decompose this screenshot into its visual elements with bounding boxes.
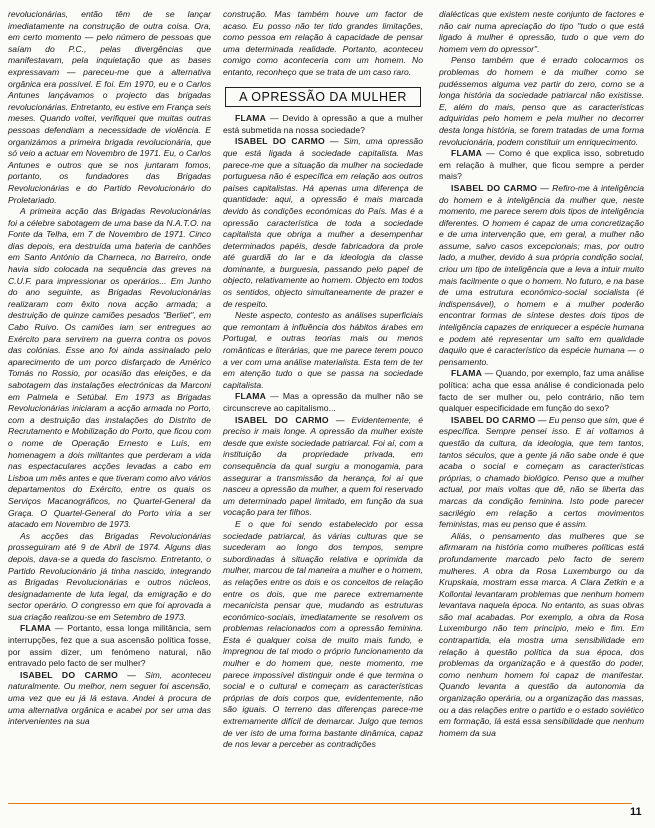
speaker-label: ISABEL DO CARMO	[451, 414, 536, 425]
text-run: — Portanto, essa longa militância, sem interrupções, fez que a sua ascensão política fosse, por assim dizer, um fenómeno natural, não entravado pelo facto de ser mulher?	[8, 623, 211, 669]
paragraph	[439, 9, 644, 55]
paragraph	[439, 368, 644, 414]
speaker-label: ISABEL DO CARMO	[235, 136, 325, 147]
speaker-label: FLAMA	[20, 623, 52, 634]
speaker-label: FLAMA	[451, 148, 483, 159]
text-run: — Refiro-me à inteligência do homem e à inteligência da mulher que, neste momento, me parece serem dois tipos de inteligência diferentes. O homem é capaz de uma concretização e de uma intervenção que, em geral, a mulher não assume, salvo casos excepcionais; mas, por outro lado, a mulher, devido à sua própria condição social, criou um tipo de inteligência que a leva a intuir muito mais facilmente o que o homem. No futuro, e na base de uma estrutura económico-social socialista (é indispensável), o homem e a mulher poderão encontrar formas de síntese destes dois tipos de inteligência capazes de enriquecer a espécie humana e podem até representar um salto em qualidade daquilo que é característico da espécie humana — o pensamento.	[439, 182, 644, 367]
paragraph	[439, 55, 644, 148]
paragraph	[439, 148, 644, 183]
text-run: revolucionárias, então têm de se lançar imediatamente na construção de outra coisa. Ora, em certo momento — pelo número de pessoas que saíam do P.C., pelas divergências que manifestavam, pela inquietação que as bases expressavam — pareceu-me que a alternativa orgânica era possível. E foi. Em 1970, eu e o Carlos Antunes lançávamos o projecto das brigadas revolucionárias. Entretanto, eu estive em França seis meses. Quando voltei, verifiquei que muitas outras pessoas defendiam a necessidade de violência. E organizámos a primeira brigada revolucionária, que só veio a actuar em Novembro de 1971. Eu, o Carlos Antunes e outros que se nos juntaram fomos, portanto, os fundadores das Brigadas Revolucionárias e do Partido Revolucionário do Proletariado.	[8, 9, 211, 205]
text-run: Aliás, o pensamento das mulheres que se afirmaram na história como mulheres políticas está profundamente marcado pelo facto de serem mulheres. A obra da Rosa Luxemburgo ou da Krupskaia, mostram essa marca. A Clara Zetkin e a Kollontai levantaram problemas que nenhum homem levantava naquela época. No entanto, as suas obras são mal acabadas. Por exemplo, a obra da Rosa Luxemburgo não tem princípio, meio e fim. Em contrapartida, ela mostra uma sensibilidade em relação à questão política da sua época, dos problemas da organização e à questão do poder, como nenhum homem foi capaz de manifestar. Quando levanta a questão da autonomia da organização operária, ou a organização das massas, ou a das relações entre o partido e o estado soviético em formação, lá está essa sensibilidade que nenhum homem da sua	[439, 530, 644, 738]
text-run: As acções das Brigadas Revolucionárias prosseguiram até 9 de Abril de 1974. Alguns dias depois, dava-se a queda do fascismo. Entretanto, o Partido Revolucionário já tinha nascido, integrando as Brigadas Revolucionárias e outros núcleos, designadamente de luta legal, da emigração e do sector operário. O congresso em que foi aprovada a sua criação realizou-se em Setembro de 1973.	[8, 530, 211, 622]
text-run: E o que foi sendo estabelecido por essa sociedade patriarcal, às várias culturas que se sucederam ao longo dos tempos, sempre subordinadas à situação relativa e oprimida da mulher, marcou de tal maneira a mulher e o homem, as relações entre os dois e os conceitos de relação entre os dois, que me parece extremamente mecanicista pensar que, mudando as estruturas económico-sociais, imediatamente se resolvem os problemas relacionados com a opressão feminina. Esta é qualquer coisa de muito mais fundo, e impregnou de tal modo o próprio funcionamento da mulher e do homem que, neste momento, me parece impossível distinguir onde é que termina o social e o cultural e começam as características próprias de dois corpos que, evidentemente, não são iguais. O terreno das diferenças parece-me extremamente difícil de demarcar. Julgo que temos de ver isto de uma forma bastante dinâmica, capaz de nos levar a perceber as contradições	[223, 518, 423, 750]
footer-rule	[8, 803, 632, 804]
text-run: dialécticas que existem neste conjunto de factores e não cair numa apreciação do tipo "tudo o que está ligado à mulher é opressão, tudo o que vem do homem vem do opressor".	[439, 9, 644, 54]
text-run: — Eu penso que sim, que é específica. Sempre pensei isso. E aí voltamos à questão da cultura, da ideologia, que tem tantos, tantos séculos, que a gente já não sabe onde é que acaba o social e começam as características próprias, o chamado biológico. Penso que a mulher actual, por mais voltas que dê, não se liberta das marcas da condição feminina. Isto pode parecer sacrilégio em relação a certos movimentos feministas, mas eu penso que é assim.	[439, 414, 644, 530]
paragraph	[8, 206, 211, 531]
paragraph	[439, 183, 644, 369]
paragraph	[223, 9, 423, 79]
paragraph	[8, 623, 211, 669]
speaker-label: ISABEL DO CARMO	[235, 414, 329, 425]
text-run: Neste aspecto, contesto as análises superficiais que remontam à influência dos hábitos árabes em Portugal, e outras teorias mais ou menos românticas e literárias, que me parece terem pouco a ver com uma análise materialista. Esta tem de ter em atenção tudo o que se passa na sociedade capitalista.	[223, 310, 423, 390]
paragraph	[223, 391, 423, 414]
speaker-label: FLAMA	[235, 113, 267, 124]
speaker-label: FLAMA	[451, 368, 483, 379]
paragraph	[439, 415, 644, 531]
paragraph	[8, 9, 211, 206]
speaker-label: ISABEL DO CARMO	[20, 669, 119, 680]
text-column-1	[8, 9, 211, 728]
paragraph	[8, 670, 211, 728]
paragraph	[8, 531, 211, 624]
text-run: — Quando, por exemplo, faz uma análise política: acha que essa análise é condicionada pelo facto de ser mulher ou, pelo contrário, não tem qualquer especificidade em função do sexo?	[439, 368, 644, 414]
page-number: 11	[630, 806, 642, 818]
text-run: — Como é que explica isso, sobretudo em relação à mulher, que ficou sempre a perder mais?	[439, 148, 644, 182]
text-run: — Evidentemente, é preciso ir mais longe. A opressão da mulher existe desde que existe sociedade patriarcal. Foi aí, com a instituição da propriedade privada, em consequência da qual surgiu a monogamia, para assegurar a transmissão da herança, foi aí que nasceu a opressão da mulher, a quem foi reservado um determinado papel limitado, em função da sua vocação para ter filhos.	[223, 414, 423, 518]
text-run: — Sim, aconteceu naturalmente. Ou melhor, nem seguer foi ascensão, uma vez que eu já lá estava. Andei à procura de uma alternativa orgânica e acabei por ser uma das intervenientes na sua	[8, 669, 211, 727]
speaker-label: FLAMA	[235, 391, 267, 402]
paragraph	[223, 113, 423, 136]
paragraph	[223, 519, 423, 751]
speaker-label: ISABEL DO CARMO	[451, 182, 538, 193]
paragraph	[223, 136, 423, 310]
text-column-3	[439, 9, 644, 739]
text-run: — Sim, uma opressão que está ligada à sociedade capitalista. Mas parece-me que a situação da mulher na sociedade portuguesa não é específica em relação aos outros países capitalistas. Há apenas uma diferença de quantidade: aqui, a opressão é mais marcada devido às condições económicas do País. Mas é a opressão característica de toda a sociedade capitalista que obriga a mulher a desempenhar determinados papéis, desde fabricadora da prole até guardiã do lar e da ideologia da classe dominante, a burguesia, passando pelo papel de objecto, relativamente ao homem. Objecto em todos os sentidos, objecto simultaneamente de prazer e de respeito.	[223, 136, 423, 309]
text-run: Penso também que é errado colocarmos os problemas do homem e da mulher como se pudéssemos alguma vez partir do zero, como se a longa história da sociedade patriarcal não existisse. E, além do mais, penso que as características adquiridas pelo homem e pela mulher no decorrer desta longa história, se forem tratadas de uma forma revolucionária, podem constituir um enriquecimento.	[439, 55, 644, 147]
text-column-2	[223, 9, 423, 751]
text-run: A primeira acção das Brigadas Revolucionárias foi a célebre sabotagem de uma base da N.A.T.O. na Fonte da Telha, em 7 de Novembro de 1971. Cinco dias depois, era destruída uma bateria de canhões em Santo António da Charneca, no Barreiro, onde havia sido colocada na sequência das greves na C.U.F. para impressionar os operários... Em Junho do ano seguinte, as Brigadas Revolucionárias realizaram com êxito nova acção armada; a destruição de quinze camiões pesados "Berliet", em Cabo Ruivo. Os camiões iam ser entregues ao Exército para servirem na guerra contra os povos das colónias. Esse ano foi ainda assinalado pelo aparecimento de um porco disfarçado de Américo Tomás no Rossio, por ocasião das eleições, e da sabotagem das instalações electrónicas da Marconi em Palmela e Setúbal. Em 1973 as Brigadas Revolucionárias iniciaram a acção armada no Porto, com a destruição das instalações do Distrito de Recrutamento e Mobilização do Porto, que ficou com o nome de Operação Ernesto e Luís, em homenagem a dois militantes que perderam a vida nas espectaculares acções levadas a cabo em Lisboa um mês antes e que tiveram como alvo vários departamentos do Exército, entre os quais os Serviços Macanográficos, no Quartel-General da Graça. O Quartel-General do Porto viria a ser atacado em Novembro de 1973.	[8, 206, 212, 530]
text-run: construção. Mas também houve um factor de acaso. Eu posso não ter tido grandes limitações, como pessoa em relação à capacidade de pensar uma determinada realidade. Portanto, aconteceu comigo como aconteceria com um homem. No entanto, reconheço que se trata de um caso raro.	[223, 9, 423, 77]
text-run: — Devido à opressão a que a mulher está submetida na nossa sociedade?	[223, 113, 423, 135]
paragraph	[439, 531, 644, 740]
paragraph	[223, 415, 423, 519]
paragraph	[223, 310, 423, 391]
section-headline: A OPRESSÃO DA MULHER	[225, 87, 421, 108]
text-run: — Mas a opressão da mulher não se circunscreve ao capitalismo...	[223, 391, 423, 413]
